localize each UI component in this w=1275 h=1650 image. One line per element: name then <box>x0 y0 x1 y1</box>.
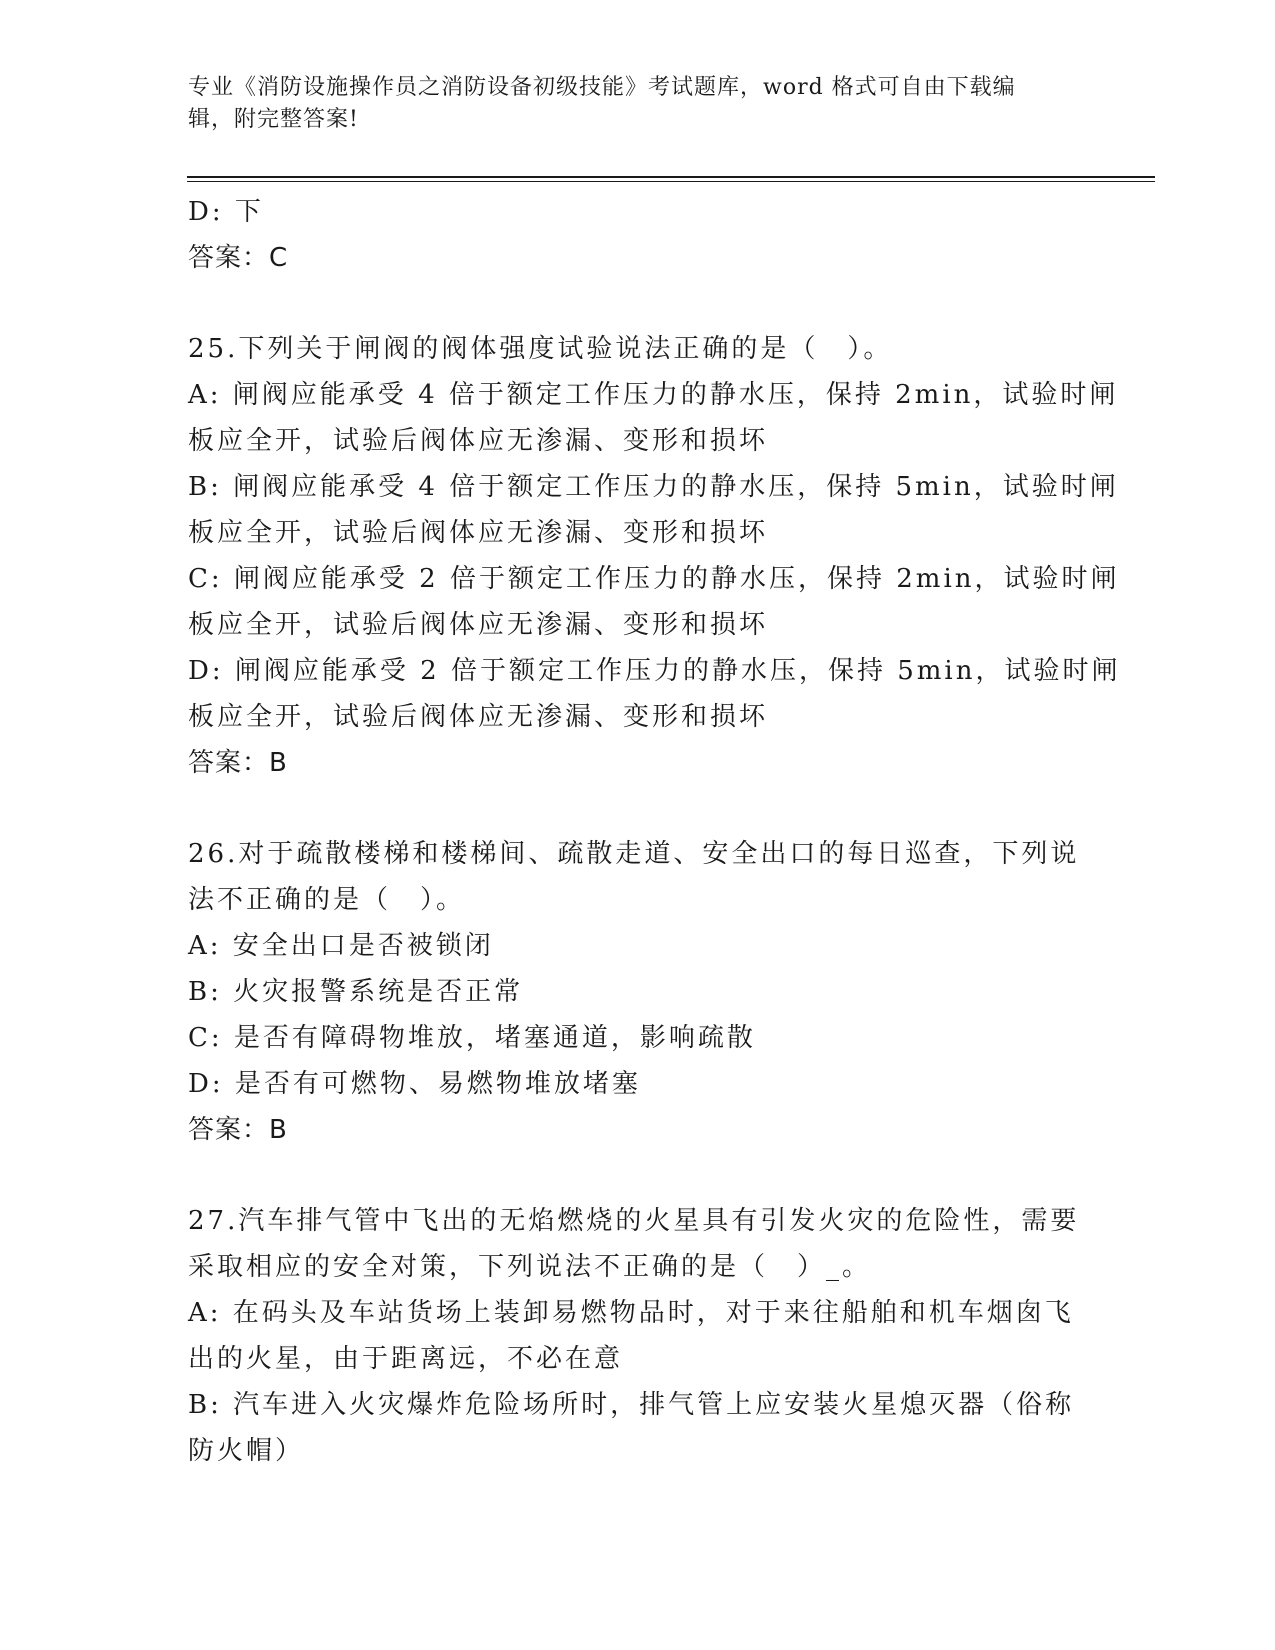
option-a-cont: 出的火星，由于距离远，不必在意 <box>188 1344 624 1374</box>
option-a: A: 安全出口是否被锁闭 <box>188 931 494 961</box>
header-divider-thick <box>187 176 1155 178</box>
question-stem: 25.下列关于闸阀的阀体强度试验说法正确的是（ ）。 <box>188 334 893 364</box>
option-c: C: 是否有障碍物堆放，堵塞通道，影响疏散 <box>188 1023 756 1053</box>
question-stem-cont: 法不正确的是（ ）。 <box>188 885 466 915</box>
question-26 <box>188 831 1088 1153</box>
question-content <box>188 189 1121 1474</box>
answer-line: 答案：B <box>188 748 288 778</box>
option-c: C: 闸阀应能承受 2 倍于额定工作压力的静水压，保持 2min，试验时闸 <box>188 564 1120 594</box>
header-line-1: 专业《消防设施操作员之消防设备初级技能》考试题库，word 格式可自由下载编 <box>188 75 1016 100</box>
answer-line: 答案：B <box>188 1115 288 1145</box>
option-b: B: 汽车进入火灾爆炸危险场所时，排气管上应安装火星熄灭器（俗称 <box>188 1390 1075 1420</box>
spacer <box>188 1153 1088 1198</box>
option-d: D: 下 <box>188 197 264 227</box>
spacer <box>188 281 1088 326</box>
question-25 <box>188 326 1121 786</box>
previous-question-tail <box>188 189 1088 281</box>
question-27 <box>188 1198 1088 1474</box>
option-c-cont: 板应全开，试验后阀体应无渗漏、变形和损坏 <box>188 610 769 640</box>
option-a: A: 闸阀应能承受 4 倍于额定工作压力的静水压，保持 2min，试验时闸 <box>188 380 1119 410</box>
answer-line: 答案：C <box>188 243 289 273</box>
option-d-cont: 板应全开，试验后阀体应无渗漏、变形和损坏 <box>188 702 769 732</box>
option-b-cont: 防火帽） <box>188 1436 305 1466</box>
header-divider-thin <box>187 181 1155 182</box>
question-stem-cont: 采取相应的安全对策，下列说法不正确的是（ ）_。 <box>188 1252 872 1282</box>
option-a: A: 在码头及车站货场上装卸易燃物品时，对于来往船舶和机车烟囱飞 <box>188 1298 1074 1328</box>
option-b-cont: 板应全开，试验后阀体应无渗漏、变形和损坏 <box>188 518 769 548</box>
option-a-cont: 板应全开，试验后阀体应无渗漏、变形和损坏 <box>188 426 769 456</box>
option-d: D: 闸阀应能承受 2 倍于额定工作压力的静水压，保持 5min，试验时闸 <box>188 656 1121 686</box>
option-b: B: 闸阀应能承受 4 倍于额定工作压力的静水压，保持 5min，试验时闸 <box>188 472 1119 502</box>
option-b: B: 火灾报警系统是否正常 <box>188 977 524 1007</box>
document-header <box>188 72 1088 136</box>
header-line-2: 辑，附完整答案! <box>188 107 359 132</box>
question-stem: 26.对于疏散楼梯和楼梯间、疏散走道、安全出口的每日巡查，下列说 <box>188 839 1080 869</box>
option-d: D: 是否有可燃物、易燃物堆放堵塞 <box>188 1069 641 1099</box>
spacer <box>188 786 1088 831</box>
question-stem: 27.汽车排气管中飞出的无焰燃烧的火星具有引发火灾的危险性，需要 <box>188 1206 1080 1236</box>
